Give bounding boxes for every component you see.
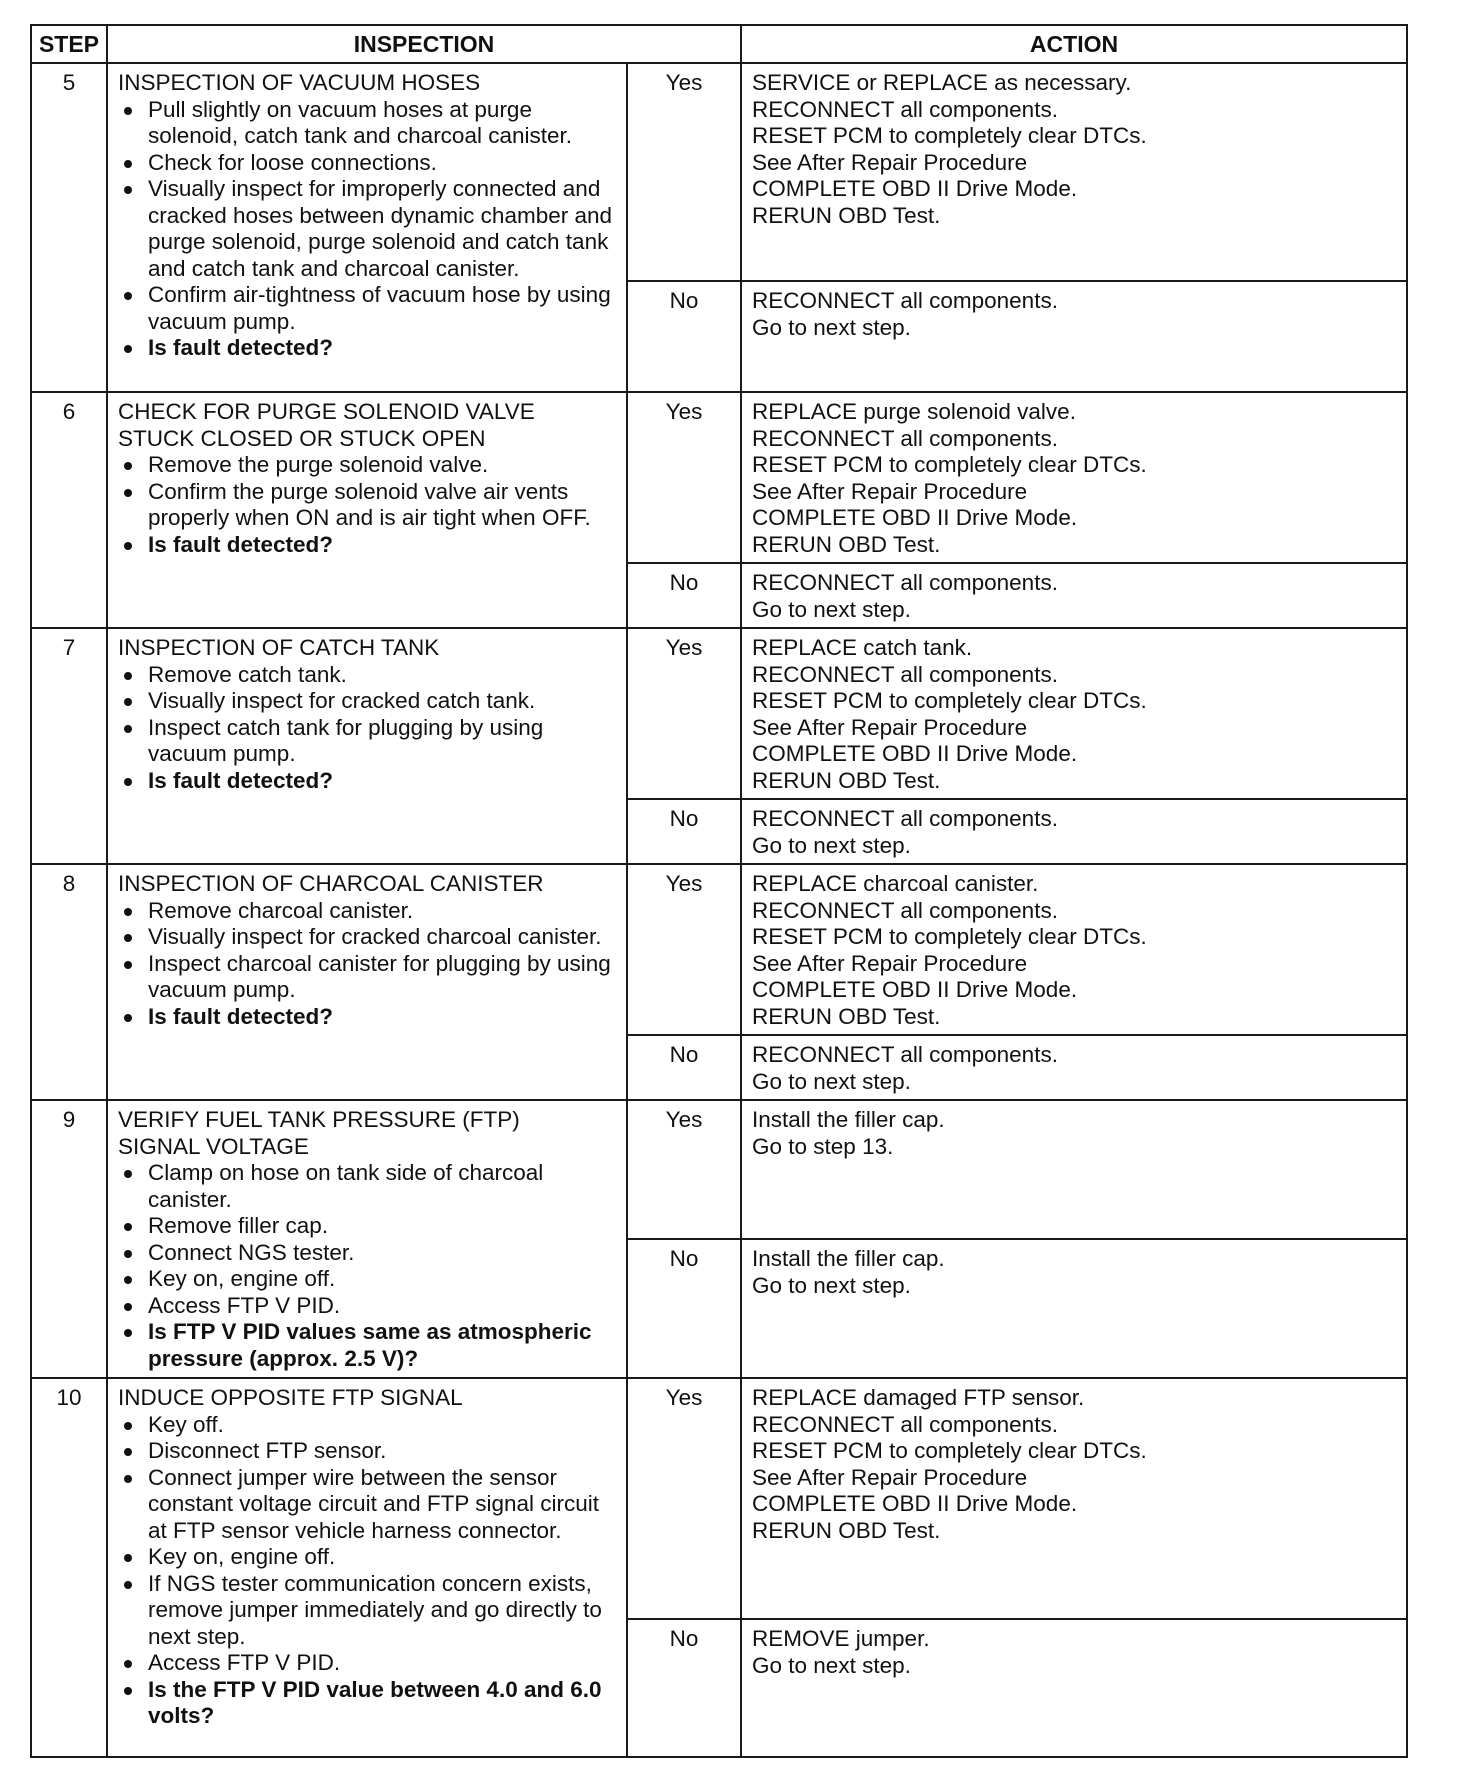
action-line: RECONNECT all components. [752, 806, 1058, 831]
inspection-step-item: Remove catch tank. [118, 662, 618, 689]
action-line: RERUN OBD Test. [752, 202, 941, 228]
inspection-steps [118, 97, 618, 362]
action-line: RESET PCM to completely clear DTCs. [752, 1438, 1147, 1463]
inspection-step-item: Access FTP V PID. [118, 1293, 618, 1320]
action-line: REPLACE purge solenoid valve. [752, 399, 1076, 424]
header-inspection: INSPECTION [107, 25, 741, 63]
inspection-title-line: VERIFY FUEL TANK PRESSURE (FTP) [118, 1107, 520, 1132]
action-line: See After Repair Procedure [752, 478, 1028, 504]
inspection-step-item: Inspect catch tank for plugging by using vacuum pump. [118, 715, 618, 768]
answer-no: No [627, 281, 741, 392]
action-no [741, 1619, 1407, 1757]
answer-no: No [627, 1239, 741, 1378]
action-line: RERUN OBD Test. [752, 1517, 941, 1543]
inspection-title [118, 70, 618, 97]
answer-no: No [627, 799, 741, 864]
action-no [741, 1035, 1407, 1100]
action-line: Go to next step. [752, 1068, 911, 1094]
step-row-yes [31, 628, 1407, 799]
action-line: Go to next step. [752, 1272, 911, 1298]
inspection-step-item: Key off. [118, 1412, 618, 1439]
inspection-cell [107, 1378, 627, 1757]
inspection-steps [118, 898, 618, 1031]
inspection-question: Is fault detected? [118, 768, 618, 795]
inspection-steps [118, 1412, 618, 1730]
answer-yes: Yes [627, 392, 741, 563]
inspection-question: Is fault detected? [118, 335, 618, 362]
inspection-title-line: INSPECTION OF CHARCOAL CANISTER [118, 871, 544, 896]
inspection-step-item: Connect jumper wire between the sensor constant voltage circuit and FTP signal circuit at FTP sensor vehicle harness connector. [118, 1465, 618, 1545]
action-line: REPLACE damaged FTP sensor. [752, 1385, 1085, 1410]
action-line: COMPLETE OBD II Drive Mode. [752, 1491, 1078, 1516]
action-line: Install the filler cap. [752, 1107, 945, 1132]
answer-no: No [627, 1035, 741, 1100]
action-no [741, 563, 1407, 628]
action-line: RECONNECT all components. [752, 288, 1058, 313]
action-line: Install the filler cap. [752, 1246, 945, 1271]
step-row-yes [31, 864, 1407, 1035]
inspection-step-item: Disconnect FTP sensor. [118, 1438, 618, 1465]
action-line: See After Repair Procedure [752, 714, 1028, 740]
action-line: RERUN OBD Test. [752, 767, 941, 793]
inspection-title-line: INSPECTION OF VACUUM HOSES [118, 70, 481, 95]
header-action: ACTION [741, 25, 1407, 63]
inspection-question: Is the FTP V PID value between 4.0 and 6.0 volts? [118, 1677, 618, 1730]
step-number: 10 [31, 1378, 107, 1757]
step-number: 6 [31, 392, 107, 628]
action-line: RECONNECT all components. [752, 570, 1058, 595]
diagnostic-table [30, 24, 1408, 1758]
inspection-step-item: Remove filler cap. [118, 1213, 618, 1240]
step-number: 7 [31, 628, 107, 864]
inspection-step-item: Key on, engine off. [118, 1266, 618, 1293]
step-row-yes [31, 392, 1407, 563]
inspection-title [118, 1107, 618, 1160]
inspection-step-item: Clamp on hose on tank side of charcoal canister. [118, 1160, 618, 1213]
inspection-cell [107, 63, 627, 392]
action-yes [741, 1378, 1407, 1619]
action-line: SERVICE or REPLACE as necessary. [752, 70, 1132, 95]
action-line: REMOVE jumper. [752, 1626, 930, 1651]
inspection-step-item: Confirm the purge solenoid valve air vents properly when ON and is air tight when OFF. [118, 479, 618, 532]
inspection-question: Is FTP V PID values same as atmospheric pressure (approx. 2.5 V)? [118, 1319, 618, 1372]
action-line: REPLACE catch tank. [752, 635, 973, 660]
action-line: Go to next step. [752, 314, 911, 340]
inspection-steps [118, 1160, 618, 1372]
inspection-title-line: CHECK FOR PURGE SOLENOID VALVE [118, 399, 535, 424]
inspection-step-item: Pull slightly on vacuum hoses at purge solenoid, catch tank and charcoal canister. [118, 97, 618, 150]
action-line: Go to next step. [752, 832, 911, 858]
action-line: Go to next step. [752, 1652, 911, 1678]
action-yes [741, 864, 1407, 1035]
action-line: RECONNECT all components. [752, 1042, 1058, 1067]
action-yes [741, 63, 1407, 281]
step-row-yes [31, 1100, 1407, 1239]
inspection-question: Is fault detected? [118, 532, 618, 559]
inspection-step-item: Confirm air-tightness of vacuum hose by using vacuum pump. [118, 282, 618, 335]
inspection-step-item: Visually inspect for cracked charcoal canister. [118, 924, 618, 951]
answer-no: No [627, 563, 741, 628]
inspection-title-line: STUCK CLOSED OR STUCK OPEN [118, 425, 486, 451]
procedure-sheet [30, 24, 1408, 1758]
action-no [741, 799, 1407, 864]
inspection-step-item: Inspect charcoal canister for plugging by using vacuum pump. [118, 951, 618, 1004]
action-line: COMPLETE OBD II Drive Mode. [752, 741, 1078, 766]
header-step: STEP [31, 25, 107, 63]
inspection-cell [107, 1100, 627, 1378]
step-number: 5 [31, 63, 107, 392]
answer-yes: Yes [627, 1378, 741, 1619]
inspection-title-line: SIGNAL VOLTAGE [118, 1133, 309, 1159]
inspection-cell [107, 392, 627, 628]
action-line: RECONNECT all components. [752, 661, 1058, 687]
step-row-yes [31, 1378, 1407, 1619]
action-line: RECONNECT all components. [752, 897, 1058, 923]
action-line: See After Repair Procedure [752, 950, 1028, 976]
header-row [31, 25, 1407, 63]
action-no [741, 281, 1407, 392]
action-yes [741, 1100, 1407, 1239]
answer-yes: Yes [627, 63, 741, 281]
inspection-title [118, 871, 618, 898]
action-line: RESET PCM to completely clear DTCs. [752, 688, 1147, 713]
action-line: RESET PCM to completely clear DTCs. [752, 924, 1147, 949]
answer-yes: Yes [627, 864, 741, 1035]
action-line: Go to next step. [752, 596, 911, 622]
inspection-cell [107, 864, 627, 1100]
action-line: RERUN OBD Test. [752, 1003, 941, 1029]
inspection-steps [118, 452, 618, 558]
action-line: RECONNECT all components. [752, 1411, 1058, 1437]
inspection-title [118, 1385, 618, 1412]
inspection-title-line: INSPECTION OF CATCH TANK [118, 635, 440, 660]
action-yes [741, 628, 1407, 799]
inspection-step-item: Remove the purge solenoid valve. [118, 452, 618, 479]
inspection-cell [107, 628, 627, 864]
inspection-step-item: Visually inspect for cracked catch tank. [118, 688, 618, 715]
inspection-title [118, 399, 618, 452]
inspection-step-item: Access FTP V PID. [118, 1650, 618, 1677]
action-line: COMPLETE OBD II Drive Mode. [752, 176, 1078, 201]
inspection-step-item: Visually inspect for improperly connected and cracked hoses between dynamic chamber and purge solenoid, purge solenoid and catch tank and catch tank and charcoal canister. [118, 176, 618, 282]
step-number: 9 [31, 1100, 107, 1378]
step-number: 8 [31, 864, 107, 1100]
action-line: Go to step 13. [752, 1133, 894, 1159]
inspection-title [118, 635, 618, 662]
inspection-step-item: Check for loose connections. [118, 150, 618, 177]
answer-yes: Yes [627, 628, 741, 799]
action-line: RESET PCM to completely clear DTCs. [752, 452, 1147, 477]
action-yes [741, 392, 1407, 563]
action-line: RECONNECT all components. [752, 96, 1058, 122]
inspection-title-line: INDUCE OPPOSITE FTP SIGNAL [118, 1385, 463, 1410]
inspection-step-item: Key on, engine off. [118, 1544, 618, 1571]
action-line: RESET PCM to completely clear DTCs. [752, 123, 1147, 148]
action-line: REPLACE charcoal canister. [752, 871, 1039, 896]
action-line: COMPLETE OBD II Drive Mode. [752, 505, 1078, 530]
inspection-step-item: Connect NGS tester. [118, 1240, 618, 1267]
action-no [741, 1239, 1407, 1378]
inspection-steps [118, 662, 618, 795]
action-line: RERUN OBD Test. [752, 531, 941, 557]
answer-yes: Yes [627, 1100, 741, 1239]
step-row-yes [31, 63, 1407, 281]
action-line: RECONNECT all components. [752, 425, 1058, 451]
inspection-step-item: Remove charcoal canister. [118, 898, 618, 925]
action-line: COMPLETE OBD II Drive Mode. [752, 977, 1078, 1002]
answer-no: No [627, 1619, 741, 1757]
action-line: See After Repair Procedure [752, 149, 1028, 175]
inspection-question: Is fault detected? [118, 1004, 618, 1031]
inspection-step-item: If NGS tester communication concern exists, remove jumper immediately and go directly to next step. [118, 1571, 618, 1651]
action-line: See After Repair Procedure [752, 1464, 1028, 1490]
